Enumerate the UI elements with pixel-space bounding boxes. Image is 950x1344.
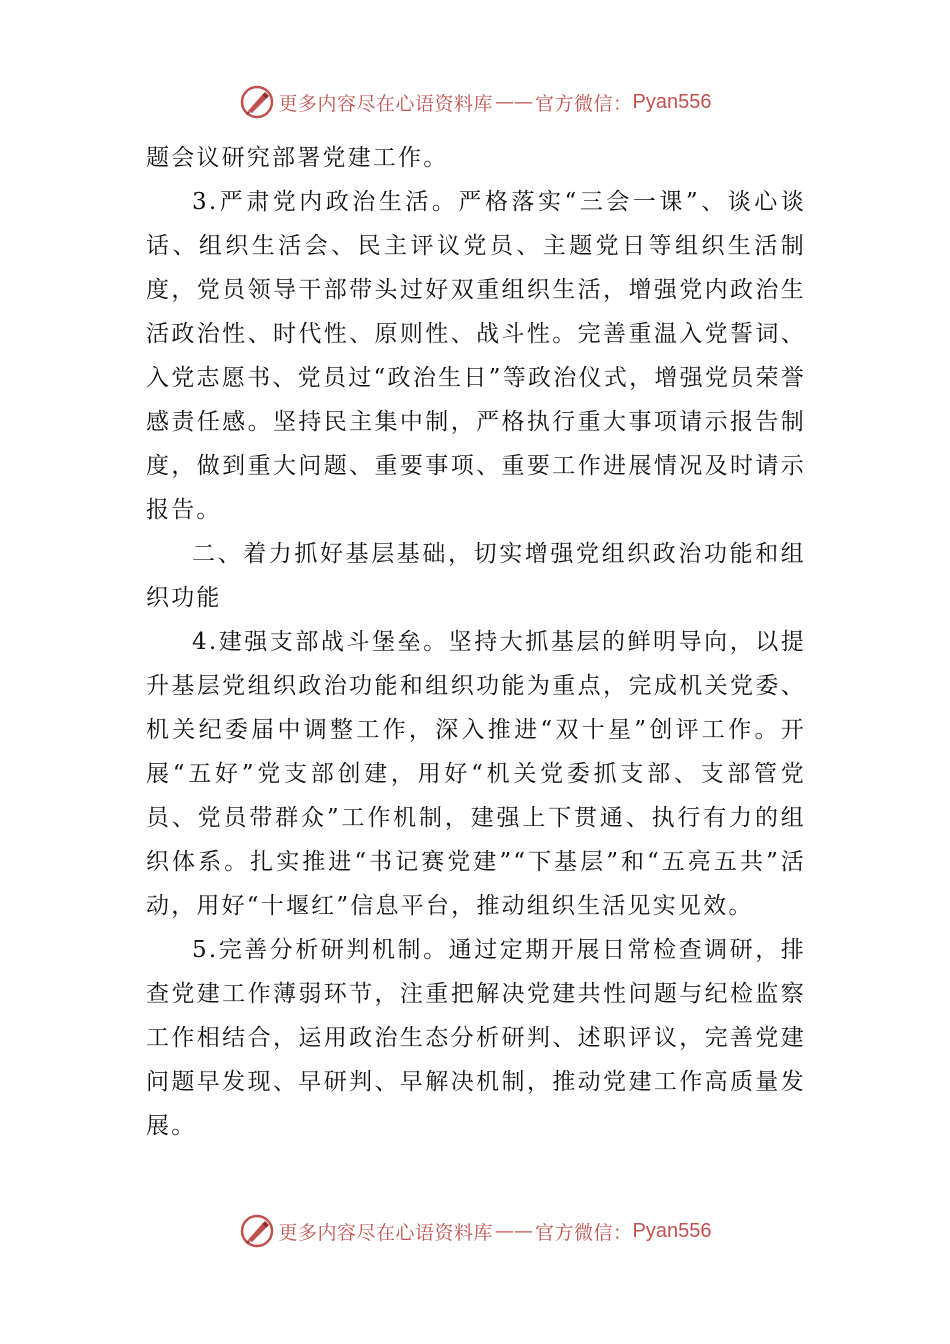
paragraph-item-3: 3.严肃党内政治生活。严格落实“三会一课”、谈心谈话、组织生活会、民主评议党员、主题党日等组织生活制度，党员领导干部带头过好双重组织生活，增强党内政治生活政治性、时代性、原则性、战斗性。完善重温入党誓词、入党志愿书、党员过“政治生日”等政治仪式，增强党员荣誉感责任感。坚持民主集中制，严格执行重大事项请示报告制度，做到重大问题、重要事项、重要工作进展情况及时请示报告。: [146, 189, 806, 523]
watermark-header: [0, 82, 950, 122]
watermark-wechat-label: 官方微信：: [535, 92, 633, 115]
paragraph-item-4: 4.建强支部战斗堡垒。坚持大抓基层的鲜明导向，以提升基层党组织政治功能和组织功能为重点，完成机关党委、机关纪委届中调整工作，深入推进“双十星”创评工作。开展“五好”党支部创建，用好“机关党委抓支部、支部管党员、党员带群众”工作机制，建强上下贯通、执行有力的组织体系。扎实推进“书记赛党建”“下基层”和“五亮五共”活动，用好“十堰红”信息平台，推动组织生活见实见效。: [146, 629, 806, 919]
pen-logo-icon: [239, 1213, 275, 1249]
pen-logo-icon: [239, 84, 275, 120]
watermark-site: 更多内容尽在心语资料库: [278, 1221, 494, 1244]
watermark-wechat-label: 官方微信：: [535, 1221, 633, 1244]
document-body: [146, 136, 806, 1148]
watermark-site: 更多内容尽在心语资料库: [278, 92, 494, 115]
watermark-wechat-id: Pyan556: [632, 1219, 712, 1242]
watermark-dash: ——: [495, 91, 534, 113]
section-heading-2: 二、着力抓好基层基础，切实增强党组织政治功能和组织功能: [146, 541, 806, 611]
watermark-dash: ——: [495, 1220, 534, 1242]
paragraph-continued: 题会议研究部署党建工作。: [146, 145, 449, 171]
paragraph-item-5: 5.完善分析研判机制。通过定期开展日常检查调研，排查党建工作薄弱环节，注重把解决党建共性问题与纪检监察工作相结合，运用政治生态分析研判、述职评议，完善党建问题早发现、早研判、早解决机制，推动党建工作高质量发展。: [146, 937, 806, 1139]
watermark-footer: [0, 1211, 950, 1251]
watermark-wechat-id: Pyan556: [632, 90, 712, 113]
